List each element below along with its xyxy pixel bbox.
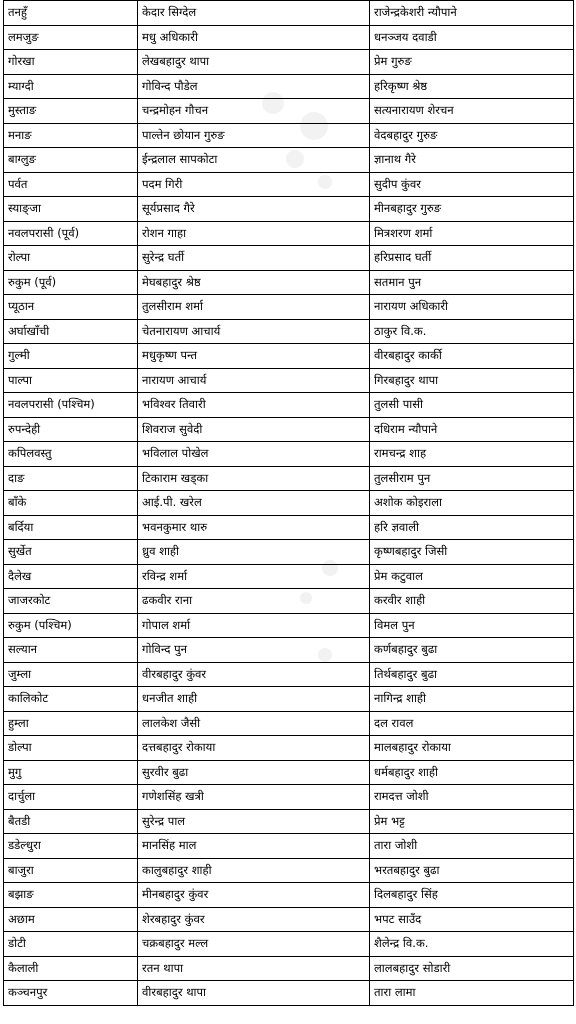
table-row (4, 932, 574, 957)
candidate-a-cell: शेरबहादुर कुंवर (138, 907, 370, 932)
candidate-b-cell: नारायण अधिकारी (370, 295, 574, 320)
table-row (4, 172, 574, 197)
candidate-a-cell: केदार सिग्देल (138, 1, 370, 26)
district-cell: कैलाली (4, 956, 138, 981)
candidate-b-cell: तुलसीराम पुन (370, 466, 574, 491)
candidate-a-cell: भविश्वर तिवारी (138, 393, 370, 418)
table-row (4, 25, 574, 50)
candidate-b-cell: भपट साउँद (370, 907, 574, 932)
candidate-a-cell: चेतनारायण आचार्य (138, 319, 370, 344)
candidate-a-cell: मानसिंह माल (138, 834, 370, 859)
candidate-a-cell: गोविन्द पौडेल (138, 74, 370, 99)
district-cell: गुल्मी (4, 344, 138, 369)
table-row (4, 515, 574, 540)
candidate-a-cell: मधुकृष्ण पन्त (138, 344, 370, 369)
table-row (4, 785, 574, 810)
district-cell: डडेल्धुरा (4, 834, 138, 859)
candidate-a-cell: चन्द्रमोहन गौचन (138, 99, 370, 124)
district-cell: नवलपरासी (पूर्व) (4, 221, 138, 246)
candidate-a-cell: शिवराज सुवेदी (138, 417, 370, 442)
candidate-b-cell: हरि ज्ञवाली (370, 515, 574, 540)
district-cell: कालिकोट (4, 687, 138, 712)
district-cell: कपिलवस्तु (4, 442, 138, 467)
candidate-b-cell: विमल पुन (370, 613, 574, 638)
district-cell: तनहुँ (4, 1, 138, 26)
district-cell: दाङ (4, 466, 138, 491)
table-row (4, 295, 574, 320)
district-cell: दार्चुला (4, 785, 138, 810)
district-cell: मुस्ताङ (4, 99, 138, 124)
district-cell: जुम्ला (4, 662, 138, 687)
candidate-b-cell: धनञ्जय दवाडी (370, 25, 574, 50)
table-row (4, 1, 574, 26)
candidate-b-cell: सुदीप कुंवर (370, 172, 574, 197)
candidate-a-cell: भविलाल पोखेल (138, 442, 370, 467)
district-cell: लमजुङ (4, 25, 138, 50)
candidate-b-cell: भरतबहादुर बुढा (370, 858, 574, 883)
district-cell: अर्घाखाँची (4, 319, 138, 344)
candidate-a-cell: मेघबहादुर श्रेष्ठ (138, 270, 370, 295)
table-row (4, 491, 574, 516)
district-cell: डोल्पा (4, 736, 138, 761)
candidate-a-cell: गोपाल शर्मा (138, 613, 370, 638)
table-row (4, 393, 574, 418)
candidate-a-cell: आई.पी. खरेल (138, 491, 370, 516)
candidate-a-cell: दत्तबहादुर रोकाया (138, 736, 370, 761)
candidate-b-cell: मीनबहादुर गुरुङ (370, 197, 574, 222)
candidate-a-cell: सुरेन्द्र घर्ती (138, 246, 370, 271)
table-row (4, 246, 574, 271)
candidate-b-cell: दिलबहादुर सिंह (370, 883, 574, 908)
table-row (4, 319, 574, 344)
candidate-a-cell: रतन थापा (138, 956, 370, 981)
district-cell: बैतडी (4, 809, 138, 834)
district-cell: सल्यान (4, 638, 138, 663)
table-row (4, 50, 574, 75)
candidate-b-cell: कृष्णबहादुर जिसी (370, 540, 574, 565)
district-cell: नवलपरासी (पश्चिम) (4, 393, 138, 418)
candidate-b-cell: सतमान पुन (370, 270, 574, 295)
candidate-b-cell: वेदबहादुर गुरुङ (370, 123, 574, 148)
candidate-a-cell: सुरेन्द्र पाल (138, 809, 370, 834)
candidate-a-cell: सुरवीर बुढा (138, 760, 370, 785)
candidate-b-cell: दधिराम न्यौपाने (370, 417, 574, 442)
candidate-a-cell: वीरबहादुर कुंवर (138, 662, 370, 687)
district-cell: रुपन्देही (4, 417, 138, 442)
candidate-b-cell: नागिन्द्र शाही (370, 687, 574, 712)
candidate-a-cell: ईन्द्रलाल सापकोटा (138, 148, 370, 173)
candidate-a-cell: धनजीत शाही (138, 687, 370, 712)
candidate-b-cell: राजेन्द्रकेशरी न्यौपाने (370, 1, 574, 26)
district-cell: जाजरकोट (4, 589, 138, 614)
candidate-b-cell: तुलसी पासी (370, 393, 574, 418)
candidate-b-cell: शैलेन्द्र वि.क. (370, 932, 574, 957)
district-cell: रुकुम (पूर्व) (4, 270, 138, 295)
district-cell: हुम्ला (4, 711, 138, 736)
candidate-a-cell: तुलसीराम शर्मा (138, 295, 370, 320)
district-cell: प्यूठान (4, 295, 138, 320)
candidate-a-cell: रविन्द्र शर्मा (138, 564, 370, 589)
candidate-b-cell: रामदत्त जोशी (370, 785, 574, 810)
candidate-b-cell: गिरबहादुर थापा (370, 368, 574, 393)
district-cell: मुगु (4, 760, 138, 785)
candidate-b-cell: अशोक कोइराला (370, 491, 574, 516)
candidate-b-cell: कर्णबहादुर बुढा (370, 638, 574, 663)
district-cell: कञ्चनपुर (4, 981, 138, 1006)
candidate-a-cell: लालकेश जैसी (138, 711, 370, 736)
candidate-b-cell: दल रावल (370, 711, 574, 736)
candidate-a-cell: वीरबहादुर थापा (138, 981, 370, 1006)
candidate-a-cell: पाल्तेन छोयान गुरुङ (138, 123, 370, 148)
roster-body (4, 1, 574, 1006)
district-cell: रुकुम (पश्चिम) (4, 613, 138, 638)
table-row (4, 74, 574, 99)
district-cell: अछाम (4, 907, 138, 932)
table-row (4, 711, 574, 736)
table-row (4, 809, 574, 834)
table-row (4, 687, 574, 712)
candidate-a-cell: रोशन गाहा (138, 221, 370, 246)
table-row (4, 148, 574, 173)
district-cell: डोटी (4, 932, 138, 957)
table-row (4, 564, 574, 589)
candidate-b-cell: प्रेम भट्ट (370, 809, 574, 834)
candidate-a-cell: गोविन्द पुन (138, 638, 370, 663)
district-cell: म्याग्दी (4, 74, 138, 99)
candidate-a-cell: कालुबहादुर शाही (138, 858, 370, 883)
table-row (4, 956, 574, 981)
table-row (4, 197, 574, 222)
candidate-b-cell: ठाकुर वि.क. (370, 319, 574, 344)
table-row (4, 344, 574, 369)
table-row (4, 662, 574, 687)
table-row (4, 368, 574, 393)
candidate-b-cell: वीरबहादुर कार्की (370, 344, 574, 369)
district-cell: बाँके (4, 491, 138, 516)
candidate-b-cell: हरिप्रसाद घर्ती (370, 246, 574, 271)
table-row (4, 883, 574, 908)
table-row (4, 907, 574, 932)
district-cell: गोरखा (4, 50, 138, 75)
candidate-b-cell: तिर्थबहादुर बुढा (370, 662, 574, 687)
candidate-b-cell: करवीर शाही (370, 589, 574, 614)
table-row (4, 589, 574, 614)
district-cell: बझाङ (4, 883, 138, 908)
candidate-b-cell: धर्मबहादुर शाही (370, 760, 574, 785)
candidate-b-cell: तारा लामा (370, 981, 574, 1006)
table-row (4, 760, 574, 785)
table-row (4, 466, 574, 491)
table-row (4, 613, 574, 638)
candidate-b-cell: हरिकृष्ण श्रेष्ठ (370, 74, 574, 99)
candidate-b-cell: प्रेम गुरुङ (370, 50, 574, 75)
table-row (4, 270, 574, 295)
table-row (4, 736, 574, 761)
candidate-a-cell: भवनकुमार थारु (138, 515, 370, 540)
district-cell: बाजुरा (4, 858, 138, 883)
candidate-a-cell: गणेशसिंह खत्री (138, 785, 370, 810)
candidate-b-cell: रामचन्द्र शाह (370, 442, 574, 467)
table-row (4, 981, 574, 1006)
table-row (4, 99, 574, 124)
district-cell: पर्वत (4, 172, 138, 197)
candidate-b-cell: लालबहादुर सोडारी (370, 956, 574, 981)
table-row (4, 540, 574, 565)
district-cell: बर्दिया (4, 515, 138, 540)
table-row (4, 417, 574, 442)
candidate-a-cell: मधु अधिकारी (138, 25, 370, 50)
district-cell: मनाङ (4, 123, 138, 148)
candidate-b-cell: सत्यनारायण शेरचन (370, 99, 574, 124)
candidate-a-cell: ध्रुव शाही (138, 540, 370, 565)
district-cell: स्याङ्जा (4, 197, 138, 222)
candidate-a-cell: पदम गिरी (138, 172, 370, 197)
candidate-a-cell: टिकाराम खड्का (138, 466, 370, 491)
candidate-a-cell: ढकवीर राना (138, 589, 370, 614)
candidate-b-cell: मित्रशरण शर्मा (370, 221, 574, 246)
candidate-a-cell: चक्रबहादुर मल्ल (138, 932, 370, 957)
district-cell: बाग्लुङ (4, 148, 138, 173)
table-row (4, 858, 574, 883)
candidate-a-cell: लेखबहादुर थापा (138, 50, 370, 75)
district-roster-table (3, 0, 574, 1006)
candidate-b-cell: तारा जोशी (370, 834, 574, 859)
candidate-a-cell: सूर्यप्रसाद गैरे (138, 197, 370, 222)
district-cell: रोल्पा (4, 246, 138, 271)
candidate-b-cell: मालबहादुर रोकाया (370, 736, 574, 761)
candidate-a-cell: मीनबहादुर कुंवर (138, 883, 370, 908)
table-row (4, 221, 574, 246)
table-row (4, 123, 574, 148)
district-cell: दैलेख (4, 564, 138, 589)
table-row (4, 834, 574, 859)
table-row (4, 442, 574, 467)
candidate-b-cell: ज्ञानाथ गैरे (370, 148, 574, 173)
district-cell: पाल्पा (4, 368, 138, 393)
table-row (4, 638, 574, 663)
district-cell: सुर्खेत (4, 540, 138, 565)
candidate-a-cell: नारायण आचार्य (138, 368, 370, 393)
candidate-b-cell: प्रेम कटुवाल (370, 564, 574, 589)
